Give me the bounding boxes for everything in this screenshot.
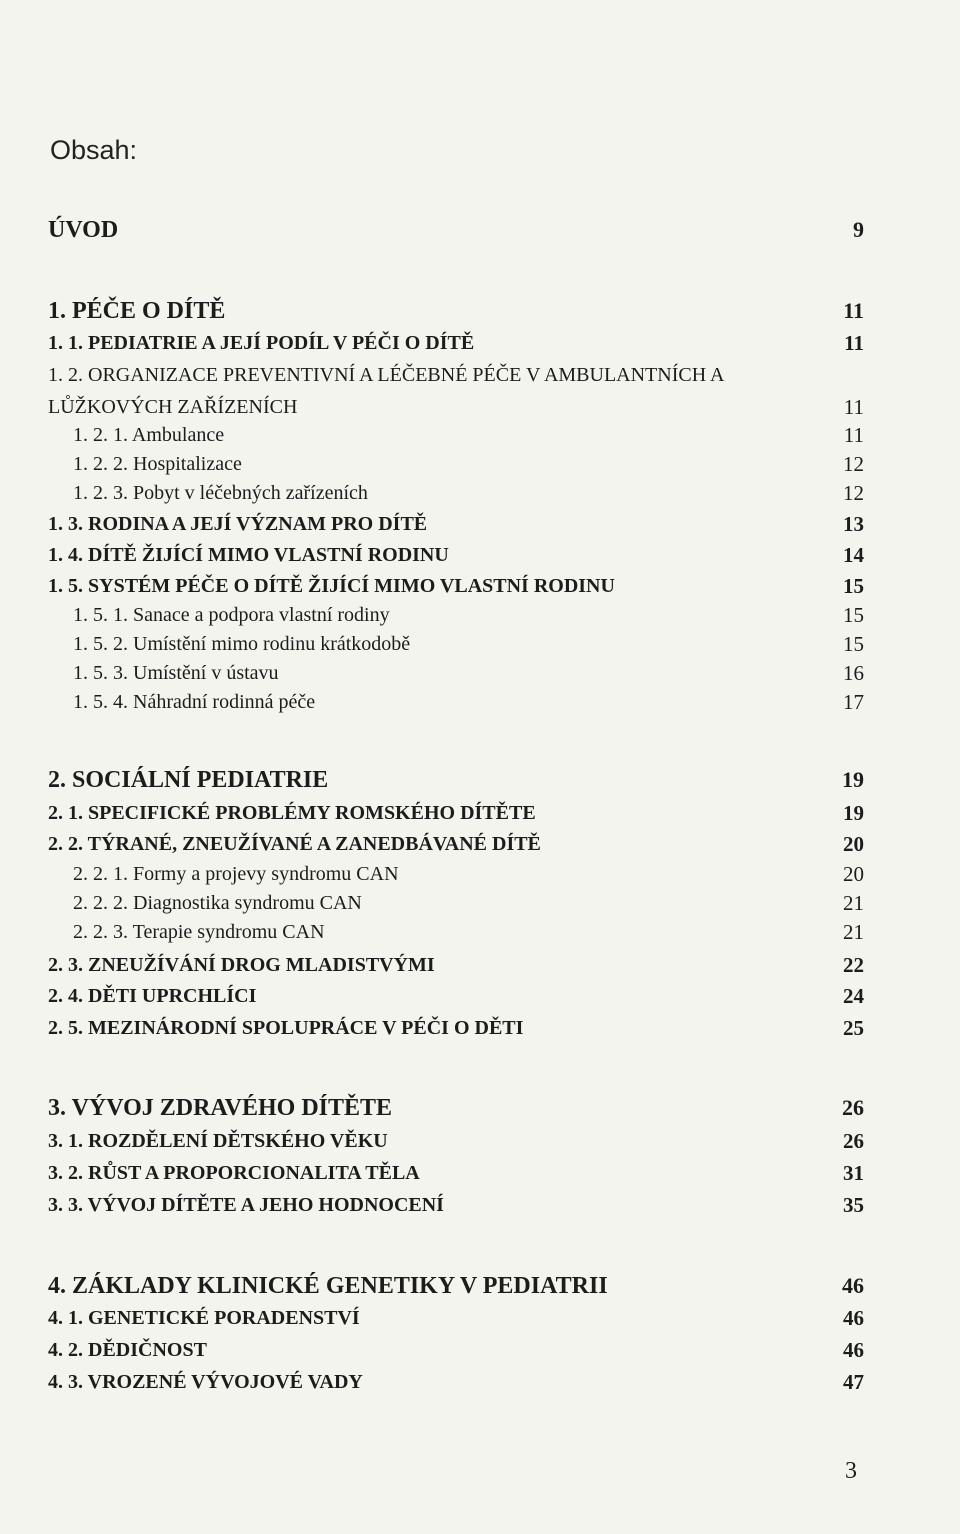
toc-entry-title: 4. 2. DĚDIČNOST [48, 1339, 207, 1361]
toc-entry-title: 2. 5. MEZINÁRODNÍ SPOLUPRÁCE V PÉČI O DĚTI [48, 1017, 524, 1039]
toc-entry-page: 21 [843, 920, 864, 944]
toc-entry-page: 15 [843, 632, 864, 656]
toc-entry-page: 20 [843, 832, 864, 856]
toc-entry-title: 4. 1. GENETICKÉ PORADENSTVÍ [48, 1307, 360, 1329]
toc-entry-page: 19 [843, 801, 864, 825]
toc-entry-title: 2. 2. 3. Terapie syndromu CAN [73, 921, 325, 943]
toc-entry [0, 628, 960, 660]
toc-entry-page: 13 [843, 512, 864, 536]
toc-entry-page: 46 [843, 1338, 864, 1362]
toc-entry [0, 797, 960, 829]
toc-entry [0, 448, 960, 480]
toc-entry-page: 11 [843, 298, 864, 323]
toc-entry [0, 828, 960, 860]
toc-entry-page: 14 [843, 543, 864, 567]
toc-entry-page: 15 [843, 603, 864, 627]
toc-entry-page: 46 [843, 1306, 864, 1330]
toc-entry-page: 46 [842, 1273, 864, 1298]
toc-entry [0, 1189, 960, 1221]
toc-entry [0, 1334, 960, 1366]
toc-entry-title: 1. 2. ORGANIZACE PREVENTIVNÍ A LÉČEBNÉ PÉČE V AMBULANTNÍCH A [48, 364, 725, 386]
toc-entry [0, 980, 960, 1012]
toc-entry-page: 21 [843, 891, 864, 915]
toc-entry-title: 4. 3. VROZENÉ VÝVOJOVÉ VADY [48, 1371, 363, 1393]
toc-entry-title: 1. PÉČE O DÍTĚ [48, 298, 226, 324]
toc-entry-title: 1. 2. 1. Ambulance [73, 424, 225, 446]
toc-entry-title: 3. VÝVOJ ZDRAVÉHO DÍTĚTE [48, 1095, 393, 1121]
toc-entry-title: 2. 2. 2. Diagnostika syndromu CAN [73, 892, 362, 914]
toc-entry-page: 11 [843, 395, 864, 419]
toc-entry-title: 1. 2. 2. Hospitalizace [73, 453, 242, 475]
toc-entry-title: 3. 3. VÝVOJ DÍTĚTE A JEHO HODNOCENÍ [48, 1194, 444, 1216]
toc-entry [0, 1012, 960, 1044]
toc-entry-page: 26 [842, 1095, 864, 1120]
toc-entry-title: 1. 1. PEDIATRIE A JEJÍ PODÍL V PÉČI O DÍTĚ [48, 332, 475, 354]
toc-entry-title: 1. 2. 3. Pobyt v léčebných zařízeních [73, 482, 368, 504]
toc-entry [0, 657, 960, 689]
toc-entry [0, 359, 960, 391]
toc-entry-page: 35 [843, 1193, 864, 1217]
toc-entry [0, 1092, 960, 1124]
toc-entry [0, 686, 960, 718]
toc-entry [0, 1125, 960, 1157]
toc-entry-title: 1. 3. RODINA A JEJÍ VÝZNAM PRO DÍTĚ [48, 513, 428, 535]
toc-entry [0, 858, 960, 890]
toc-entry-page: 12 [843, 481, 864, 505]
toc-entry-title: 2. 4. DĚTI UPRCHLÍCI [48, 985, 257, 1007]
toc-entry-title: 2. SOCIÁLNÍ PEDIATRIE [48, 767, 329, 793]
toc-entry-page: 17 [843, 690, 864, 714]
toc-entry [0, 916, 960, 948]
toc-entry-title: 1. 5. 2. Umístění mimo rodinu krátkodobě [73, 633, 411, 655]
toc-entry-page: 11 [843, 423, 864, 447]
toc-entry-page: 9 [853, 217, 864, 242]
toc-entry-title: 1. 4. DÍTĚ ŽIJÍCÍ MIMO VLASTNÍ RODINU [48, 544, 449, 566]
toc-entry [0, 949, 960, 981]
toc-entry-page: 19 [842, 767, 864, 792]
toc-entry-page: 16 [843, 661, 864, 685]
toc-entry-title: ÚVOD [48, 217, 119, 243]
toc-entry [0, 1302, 960, 1334]
toc-entry-page: 24 [843, 984, 864, 1008]
toc-entry-title: 1. 5. 3. Umístění v ústavu [73, 662, 279, 684]
toc-entry [0, 599, 960, 631]
toc-entry [0, 1366, 960, 1398]
toc-entry-title: 2. 1. SPECIFICKÉ PROBLÉMY ROMSKÉHO DÍTĚTE [48, 802, 536, 824]
toc-entry-title: 1. 5. 1. Sanace a podpora vlastní rodiny [73, 604, 390, 626]
toc-entry-page: 12 [843, 452, 864, 476]
toc-entry [0, 570, 960, 602]
toc-entry-title: 2. 3. ZNEUŽÍVÁNÍ DROG MLADISTVÝMI [48, 954, 435, 976]
toc-entry [0, 508, 960, 540]
toc-entry [0, 419, 960, 451]
toc-entry-page: 22 [843, 953, 864, 977]
toc-entry-page: 26 [843, 1129, 864, 1153]
toc-entry-page: 11 [844, 331, 864, 355]
toc-entry-title: 2. 2. TÝRANÉ, ZNEUŽÍVANÉ A ZANEDBÁVANÉ DÍTĚ [48, 833, 541, 855]
toc-heading: Obsah: [50, 135, 138, 165]
toc-entry-page: 20 [843, 862, 864, 886]
toc-entry [0, 477, 960, 509]
toc-entry-page: 31 [843, 1161, 864, 1185]
toc-entry-title: 2. 2. 1. Formy a projevy syndromu CAN [73, 863, 399, 885]
toc-entry-title: 1. 5. SYSTÉM PÉČE O DÍTĚ ŽIJÍCÍ MIMO VLASTNÍ RODINU [48, 575, 615, 597]
toc-entry [0, 214, 960, 246]
toc-entry-title: 3. 1. ROZDĚLENÍ DĚTSKÉHO VĚKU [48, 1130, 388, 1152]
toc-entry-page: 47 [843, 1370, 864, 1394]
toc-entry [0, 295, 960, 327]
toc-entry [0, 887, 960, 919]
toc-entry [0, 764, 960, 796]
toc-entry [0, 327, 960, 359]
toc-entry-page: 25 [843, 1016, 864, 1040]
toc-entry-page: 15 [843, 574, 864, 598]
toc-entry [0, 539, 960, 571]
page-number: 3 [845, 1458, 857, 1484]
toc-entry-title: 1. 5. 4. Náhradní rodinná péče [73, 691, 316, 713]
toc-entry-title: LŮŽKOVÝCH ZAŘÍZENÍCH [48, 396, 298, 418]
toc-entry [0, 1157, 960, 1189]
toc-entry-title: 4. ZÁKLADY KLINICKÉ GENETIKY V PEDIATRII [48, 1273, 608, 1299]
toc-entry-title: 3. 2. RŮST A PROPORCIONALITA TĚLA [48, 1162, 420, 1184]
toc-entry [0, 1270, 960, 1302]
